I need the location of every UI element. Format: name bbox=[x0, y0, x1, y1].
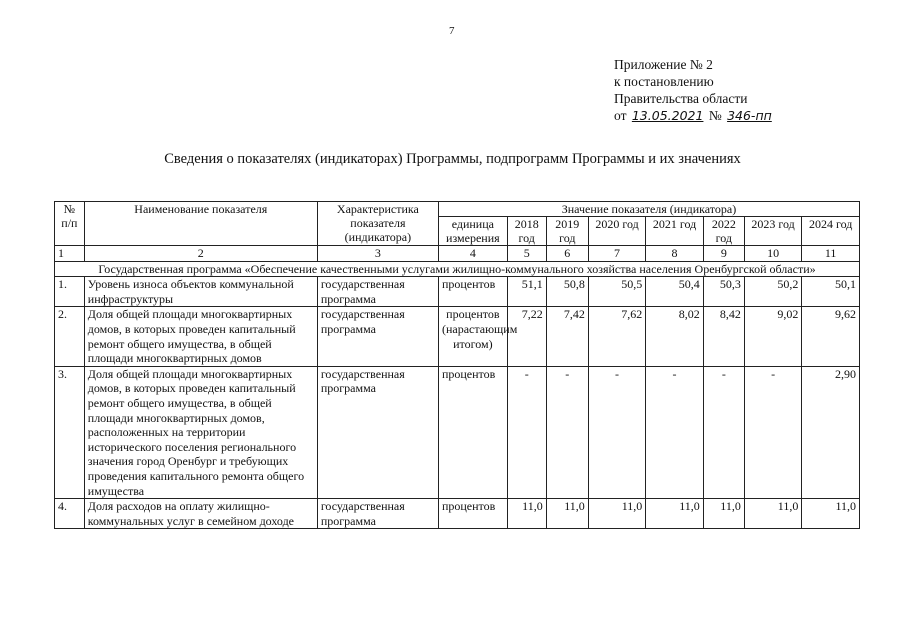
row-value: 11,0 bbox=[646, 499, 703, 529]
appendix-line-2: к постановлению bbox=[614, 74, 714, 89]
row-value: - bbox=[646, 366, 703, 498]
row-value: 11,0 bbox=[703, 499, 744, 529]
row-value: 7,42 bbox=[546, 307, 588, 366]
header-num: № п/п bbox=[55, 202, 85, 246]
row-value: 50,1 bbox=[802, 277, 860, 307]
column-number: 11 bbox=[802, 246, 860, 262]
row-value: 50,2 bbox=[744, 277, 801, 307]
header-year-2024: 2024 год bbox=[802, 217, 860, 246]
header-year-2023: 2023 год bbox=[744, 217, 801, 246]
row-value: 51,1 bbox=[507, 277, 546, 307]
row-value: 50,4 bbox=[646, 277, 703, 307]
row-name: Доля общей площади многоквартирных домов, в которых проведен капитальный ремонт общего имущества, в общей площади многоквартирных домов, расположенных на территории исторического поселения регионального значения город Оренбург и требующих проведения капитального ремонта общего имущества bbox=[84, 366, 317, 498]
document-title: Сведения о показателях (индикаторах) Программы, подпрограмм Программы и их значениях bbox=[164, 151, 741, 167]
column-number: 8 bbox=[646, 246, 703, 262]
section-row bbox=[55, 261, 860, 277]
section-title: Государственная программа «Обеспечение качественными услугами жилищно-коммунального хозяйства населения Оренбургской области» bbox=[55, 261, 860, 277]
column-numbers-row bbox=[55, 246, 860, 262]
row-value: 50,8 bbox=[546, 277, 588, 307]
column-number: 3 bbox=[317, 246, 438, 262]
row-value: 8,42 bbox=[703, 307, 744, 366]
column-number: 5 bbox=[507, 246, 546, 262]
row-value: 50,5 bbox=[588, 277, 645, 307]
header-unit: единица измерения bbox=[438, 217, 507, 246]
header-year-2018: 2018 год bbox=[507, 217, 546, 246]
indicators-table bbox=[54, 201, 860, 529]
handwritten-date: 13.05.2021 bbox=[631, 108, 704, 123]
row-num: 4. bbox=[55, 499, 85, 529]
header-name: Наименование показателя bbox=[84, 202, 317, 246]
row-value: - bbox=[546, 366, 588, 498]
row-value: 11,0 bbox=[507, 499, 546, 529]
row-value: - bbox=[588, 366, 645, 498]
row-value: 11,0 bbox=[802, 499, 860, 529]
row-name: Уровень износа объектов коммунальной инфраструктуры bbox=[84, 277, 317, 307]
row-unit: процентов bbox=[438, 499, 507, 529]
row-value: 7,22 bbox=[507, 307, 546, 366]
row-value: 7,62 bbox=[588, 307, 645, 366]
column-number: 1 bbox=[55, 246, 85, 262]
row-value: 8,02 bbox=[646, 307, 703, 366]
row-value: 11,0 bbox=[744, 499, 801, 529]
row-value: 50,3 bbox=[703, 277, 744, 307]
row-name: Доля общей площади многоквартирных домов, в которых проведен капитальный ремонт общего имущества, в общей площади многоквартирных домов bbox=[84, 307, 317, 366]
column-number: 4 bbox=[438, 246, 507, 262]
row-value: 11,0 bbox=[588, 499, 645, 529]
row-value: 9,02 bbox=[744, 307, 801, 366]
row-value: 9,62 bbox=[802, 307, 860, 366]
header-year-2019: 2019 год bbox=[546, 217, 588, 246]
row-characteristic: государственная программа bbox=[317, 366, 438, 498]
row-value: - bbox=[744, 366, 801, 498]
row-num: 3. bbox=[55, 366, 85, 498]
row-name: Доля расходов на оплату жилищно-коммунальных услуг в семейном доходе bbox=[84, 499, 317, 529]
row-num: 2. bbox=[55, 307, 85, 366]
table-row bbox=[55, 366, 860, 498]
row-characteristic: государственная программа bbox=[317, 499, 438, 529]
header-characteristic: Характеристика показателя (индикатора) bbox=[317, 202, 438, 246]
row-value: 11,0 bbox=[546, 499, 588, 529]
appendix-line-3: Правительства области bbox=[614, 91, 748, 106]
row-num: 1. bbox=[55, 277, 85, 307]
column-number: 10 bbox=[744, 246, 801, 262]
from-label: от bbox=[614, 108, 627, 123]
header-year-2021: 2021 год bbox=[646, 217, 703, 246]
appendix-block bbox=[614, 56, 774, 124]
column-number: 2 bbox=[84, 246, 317, 262]
row-value: - bbox=[703, 366, 744, 498]
table-row bbox=[55, 499, 860, 529]
column-number: 9 bbox=[703, 246, 744, 262]
header-year-2020: 2020 год bbox=[588, 217, 645, 246]
number-label: № bbox=[708, 108, 722, 123]
row-unit: процентов bbox=[438, 366, 507, 498]
row-characteristic: государственная программа bbox=[317, 307, 438, 366]
row-unit: процентов bbox=[438, 277, 507, 307]
header-year-2022: 2022 год bbox=[703, 217, 744, 246]
table-row bbox=[55, 277, 860, 307]
column-number: 7 bbox=[588, 246, 645, 262]
row-characteristic: государственная программа bbox=[317, 277, 438, 307]
row-value: 2,90 bbox=[802, 366, 860, 498]
page-number: 7 bbox=[449, 25, 455, 37]
table-row bbox=[55, 307, 860, 366]
appendix-line-1: Приложение № 2 bbox=[614, 57, 713, 72]
handwritten-number: 346-пп bbox=[727, 108, 772, 123]
header-value-group: Значение показателя (индикатора) bbox=[438, 202, 859, 217]
row-unit: процентов (нарастающим итогом) bbox=[438, 307, 507, 366]
appendix-line-4 bbox=[614, 107, 774, 124]
column-number: 6 bbox=[546, 246, 588, 262]
row-value: - bbox=[507, 366, 546, 498]
header-row-1 bbox=[55, 202, 860, 217]
